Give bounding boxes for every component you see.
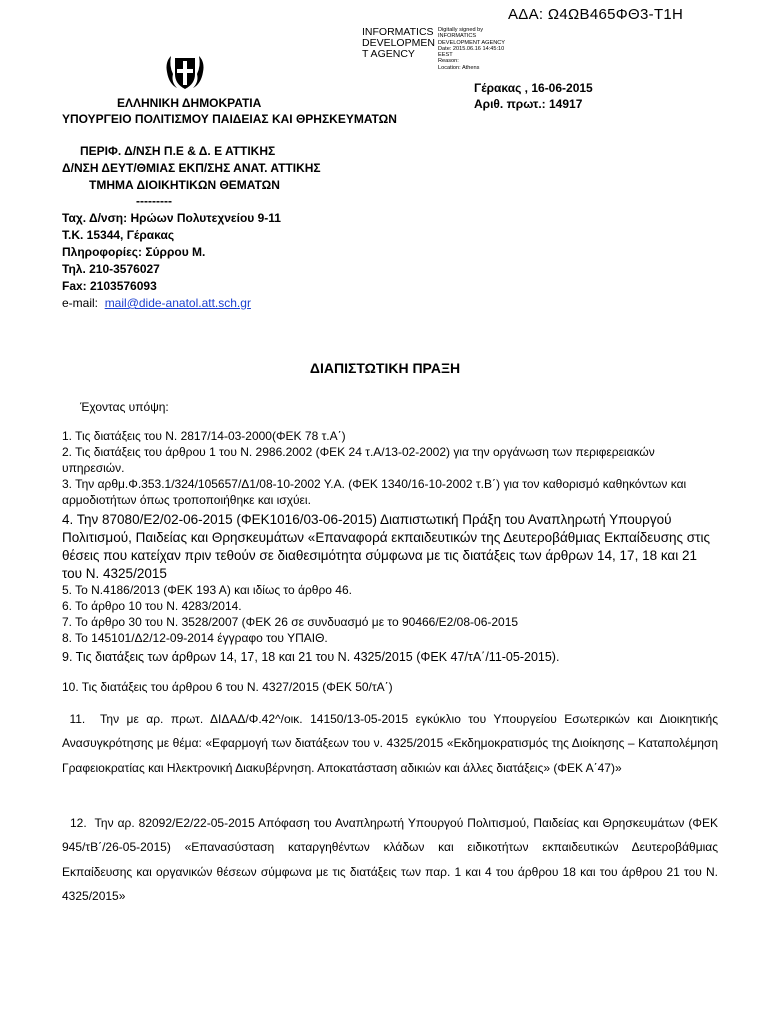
list-item: 10. Τις διατάξεις του άρθρου 6 του Ν. 4327/2015 (ΦΕΚ 50/τΑ΄): [62, 680, 393, 694]
considerations-item-4: [62, 511, 718, 583]
list-item: 12. Την αρ. 82092/Ε2/22-05-2015 Απόφαση του Αναπληρωτή Υπουργού Πολιτισμού, Παιδείας και Θρησκευμάτων (ΦΕΚ 945/τΒ΄/26-05-2015) «Επανασύσταση καταργηθέντων κλάδων και ειδικοτήτων εκπαιδευτικών Δευτεροβάθμιας Εκπαίδευσης και οργανικών θέσεων σύμφωνα με τις διατάξεις των παρ. 1 και 4 του άρθρου 18 και του άρθρου 21 του Ν. 4325/2015»: [62, 816, 722, 903]
signature-line: Location: Athens: [438, 64, 480, 71]
signature-line: Reason:: [438, 58, 459, 65]
list-item: 6. Το άρθρο 10 του Ν. 4283/2014.: [62, 599, 242, 613]
department-heading: ΤΜΗΜΑ ΔΙΟΙΚΗΤΙΚΩΝ ΘΕΜΑΤΩΝ: [89, 178, 280, 192]
list-item: 1. Τις διατάξεις του Ν. 2817/14-03-2000(ΦΕΚ 78 τ.Α΄): [62, 429, 346, 443]
signature-line: INFORMATICS: [438, 33, 477, 40]
signature-line: Digitally signed by: [438, 27, 484, 33]
considerations-list-a: [62, 428, 718, 508]
list-item: 7. Το άρθρο 30 του Ν. 3528/2007 (ΦΕΚ 26 σε συνδυασμό με το 90466/Ε2/08-06-2015: [62, 615, 519, 629]
list-item: 5. Το Ν.4186/2013 (ΦΕΚ 193 Α) και ιδίως το άρθρο 46.: [62, 583, 352, 597]
separator: ---------: [136, 194, 172, 208]
considerations-item-9: [62, 650, 718, 664]
list-item: 3. Την αρθμ.Φ.353.1/324/105657/Δ1/08-10-2002 Υ.Α. (ΦΕΚ 1340/16-10-2002 τ.Β΄) για τον καθορισμό καθηκόντων και αρμοδιοτήτων όπως τροποποιήθηκε και ισχύει.: [62, 477, 687, 507]
postal-code: Τ.Κ. 15344, Γέρακας: [62, 228, 175, 242]
email-label: e-mail:: [62, 296, 105, 310]
greek-coat-of-arms-icon: [163, 52, 207, 92]
email-line: [62, 295, 281, 312]
address: Ταχ. Δ/νση: Ηρώων Πολυτεχνείου 9-11: [62, 211, 281, 225]
signature-details: [438, 27, 548, 71]
email-link[interactable]: mail@dide-anatol.att.sch.gr: [104, 296, 251, 310]
signature-line: Date: 2015.06.16 14:45:10: [438, 45, 505, 52]
list-item: 11. Την με αρ. πρωτ. ΔΙΔΑΔ/Φ.42^/οικ. 14150/13-05-2015 εγκύκλιο του Υπουργείου Εσωτερικών και Διοικητικής Ανασυγκρότησης με θέμα: «Εφαρμογή των διατάξεων του ν. 4325/2015 «Εκδημοκρατισμός της Διοίκησης – Καταπολέμηση Γραφειοκρατίας και Ηλεκτρονική Διακυβέρνηση. Αποκατάσταση αδικιών και άλλες διατάξεις» (ΦΕΚ Α΄47)»: [62, 712, 722, 775]
intro-text: Έχοντας υπόψη:: [80, 400, 169, 414]
republic-heading: ΕΛΛΗΝΙΚΗ ΔΗΜΟΚΡΑΤΙΑ: [117, 96, 262, 110]
considerations-item-11: [62, 707, 722, 780]
signature-agency: INFORMATICS DEVELOPMEN T AGENCY: [362, 26, 435, 60]
signature-line: DEVELOPMENT AGENCY: [438, 39, 506, 46]
protocol-number: Αριθ. πρωτ.: 14917: [474, 97, 583, 111]
region-heading: ΠΕΡΙΦ. Δ/ΝΣΗ Π.Ε & Δ. Ε ΑΤΤΙΚΗΣ: [80, 144, 276, 158]
list-item: 2. Τις διατάξεις του άρθρου 1 του Ν. 2986.2002 (ΦΕΚ 24 τ.Α/13-02-2002) για την οργάνωση των περιφερειακών υπηρεσιών.: [62, 445, 655, 475]
considerations-item-12: [62, 811, 722, 908]
date-line: Γέρακας , 16-06-2015: [474, 81, 593, 95]
contact-block: [62, 210, 281, 312]
list-item: 8. Το 145101/Δ2/12-09-2014 έγγραφο του ΥΠΑΙΘ.: [62, 631, 328, 645]
information-contact: Πληροφορίες: Σύρρου Μ.: [62, 245, 206, 259]
list-item: 4. Την 87080/Ε2/02-06-2015 (ΦΕΚ1016/03-06-2015) Διαπιστωτική Πράξη του Αναπληρωτή Υπουργού Πολιτισμού, Παιδείας και Θρησκευμάτων «Επαναφορά εκπαιδευτικών της Δευτεροβάθμιας Εκπαίδευσης στις θέσεις που κατείχαν πριν τεθούν σε διαθεσιμότητα σύμφωνα με τις διατάξεις των άρθρων 14, 17, 18 και 21 του Ν. 4325/2015: [62, 512, 710, 581]
ada-code: ΑΔΑ: Ω4ΩΒ465ΦΘ3-Τ1Η: [508, 6, 684, 23]
considerations-item-10: [62, 680, 718, 694]
ministry-heading: ΥΠΟΥΡΓΕΙΟ ΠΟΛΙΤΙΣΜΟΥ ΠΑΙΔΕΙΑΣ ΚΑΙ ΘΡΗΣΚΕΥΜΑΤΩΝ: [62, 112, 397, 126]
signature-line: EEST: [438, 52, 453, 59]
fax: Fax: 2103576093: [62, 279, 157, 293]
document-title: ΔΙΑΠΙΣΤΩΤΙΚΗ ΠΡΑΞΗ: [309, 360, 461, 376]
directorate-heading: Δ/ΝΣΗ ΔΕΥΤ/ΘΜΙΑΣ ΕΚΠ/ΣΗΣ ΑΝΑΤ. ΑΤΤΙΚΗΣ: [62, 161, 321, 175]
considerations-list-b: [62, 582, 718, 646]
date-protocol-block: [474, 80, 593, 112]
list-item: 9. Τις διατάξεις των άρθρων 14, 17, 18 και 21 του Ν. 4325/2015 (ΦΕΚ 47/τΑ΄/11-05-2015).: [62, 650, 560, 664]
phone: Τηλ. 210-3576027: [62, 262, 160, 276]
